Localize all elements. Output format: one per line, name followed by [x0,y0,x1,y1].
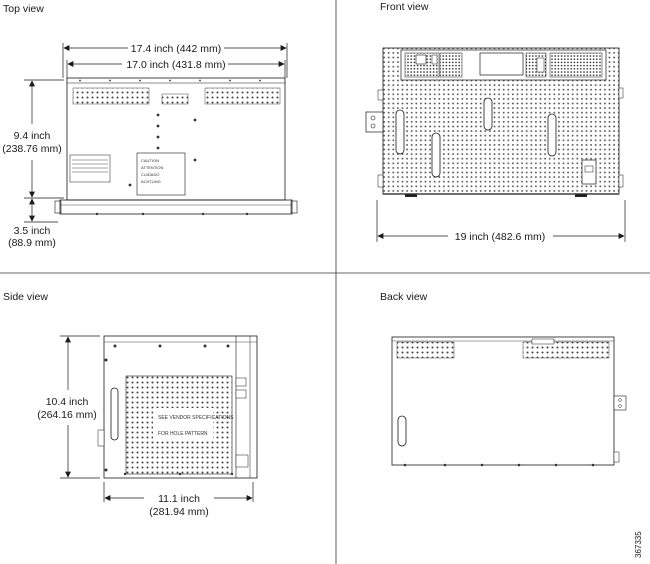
back-view-drawing [392,337,626,466]
back-view-vent-left [397,342,454,358]
side-view-drawing [98,336,257,478]
back-view-vent-right [523,342,609,358]
top-handle-dim-line1: 3.5 inch [13,225,51,237]
figure-number: 367335 [634,531,643,558]
front-view-drawing [366,48,623,197]
front-view-slot-4 [548,114,556,156]
side-width-dim-line2: (281.94 mm) [149,506,209,518]
warning-line-3: CUIDADO [141,172,160,177]
front-view-title: Front view [380,1,429,13]
side-note-line-2: FOR HOLE PATTERN [158,431,208,437]
top-view-warning-text [141,158,163,184]
front-view-slot-1 [396,110,404,154]
top-handle-dim-line2: (88.9 mm) [8,237,56,249]
side-view-title: Side view [3,291,48,303]
back-view-slot [398,416,406,446]
side-view-slot [111,388,118,440]
side-height-dim-line1: 10.4 inch [45,396,89,408]
warning-line-2: ATTENTION [141,165,164,170]
side-note-line-1: SEE VENDOR SPECIFICATIONS [158,415,234,421]
top-depth-dim-line1: 9.4 inch [13,130,51,142]
front-width-dim: 19 inch (482.6 mm) [454,231,546,243]
front-view-slot-2 [432,133,440,177]
warning-line-1: CAUTION [141,158,159,163]
top-view-vent-mid [162,94,188,104]
top-view-compliance-label [70,155,110,182]
top-view-drawing [55,78,297,215]
top-view-vent-right [205,88,280,104]
top-depth-dim-line2: (238.76 mm) [2,143,62,155]
back-view-bracket [614,396,626,410]
front-view-slot-3 [484,98,492,130]
warning-line-4: ACHTUNG [141,179,161,184]
front-view-display-window [480,53,523,75]
top-view-title: Top view [3,3,44,15]
top-overall-width-dim: 17.4 inch (442 mm) [130,43,222,55]
side-width-dim-line1: 11.1 inch [158,493,200,505]
back-view-title: Back view [380,291,428,303]
top-view-vent-left [73,88,149,104]
side-height-dim-line2: (264.16 mm) [37,409,97,421]
top-inner-width-dim: 17.0 inch (431.8 mm) [126,59,226,71]
